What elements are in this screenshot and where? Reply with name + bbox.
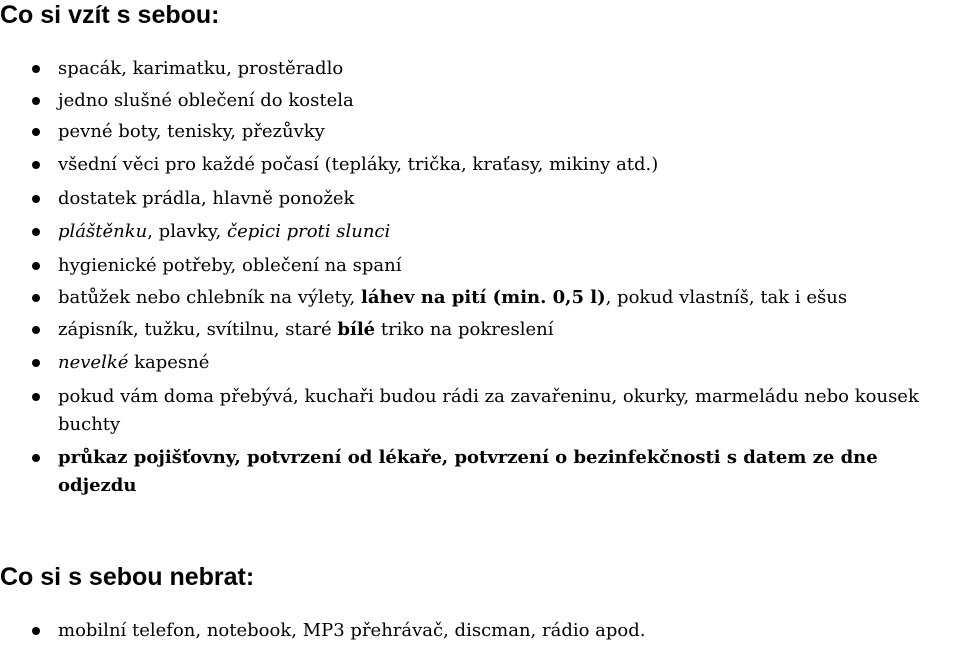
bullet-icon [32, 454, 40, 462]
list-item [58, 444, 960, 500]
list-item [58, 218, 960, 246]
item-text: , plavky, [147, 221, 227, 242]
item-text: triko na pokreslení [375, 319, 554, 340]
item-text: zápisník, tužku, svítilnu, staré [58, 319, 338, 340]
item-text: pevné boty, tenisky, přezůvky [58, 121, 325, 142]
bullet-icon [32, 228, 40, 236]
item-text: spacák, karimatku, prostěradlo [58, 58, 344, 79]
item-text-bold: průkaz pojišťovny, potvrzení od lékaře, potvrzení o bezinfekčnosti s datem ze dne odjezdu [58, 447, 878, 496]
item-text-bold: bílé [337, 319, 376, 340]
bullet-icon [32, 294, 40, 302]
item-text: pokud vám doma přebývá, kuchaři budou rádi za zavařeninu, okurky, marmeládu nebo kousek buchty [58, 386, 919, 435]
list-item [58, 284, 960, 312]
bullet-icon [32, 65, 40, 73]
bullet-icon [32, 161, 40, 169]
item-text: hygienické potřeby, oblečení na spaní [58, 255, 402, 276]
item-text: jedno slušné oblečení do kostela [58, 90, 354, 111]
item-text: batůžek nebo chlebník na výlety, [58, 287, 362, 308]
list-item [58, 617, 960, 645]
list-item [58, 185, 960, 213]
bullet-icon [32, 393, 40, 401]
list-item [58, 383, 960, 439]
list-item [58, 118, 960, 146]
item-text-bold: láhev na pití (min. 0,5 l) [361, 287, 606, 308]
list-item [58, 55, 960, 83]
item-text: kapesné [128, 352, 210, 373]
list-item [58, 87, 960, 115]
section-title-not-take: Co si s sebou nebrat: [0, 563, 255, 591]
item-text: dostatek prádla, hlavně ponožek [58, 188, 355, 209]
item-text-italic: pláštěnku [58, 221, 148, 242]
bullet-icon [32, 359, 40, 367]
bullet-icon [32, 128, 40, 136]
bullet-icon [32, 326, 40, 334]
item-text-italic: nevelké [58, 352, 129, 373]
item-text-italic: čepici proti slunci [227, 221, 391, 242]
list-item [58, 316, 960, 344]
item-text: mobilní telefon, notebook, MP3 přehrávač, discman, rádio apod. [58, 620, 646, 641]
bullet-icon [32, 262, 40, 270]
item-text: , pokud vlastníš, tak i ešus [605, 287, 848, 308]
bullet-icon [32, 97, 40, 105]
bullet-icon [32, 627, 40, 635]
list-item [58, 252, 960, 280]
list-item [58, 349, 960, 377]
bullet-icon [32, 195, 40, 203]
list-item [58, 151, 960, 179]
item-text: všední věci pro každé počasí (tepláky, trička, kraťasy, mikiny atd.) [58, 154, 659, 175]
section-title-take: Co si vzít s sebou: [0, 1, 220, 29]
